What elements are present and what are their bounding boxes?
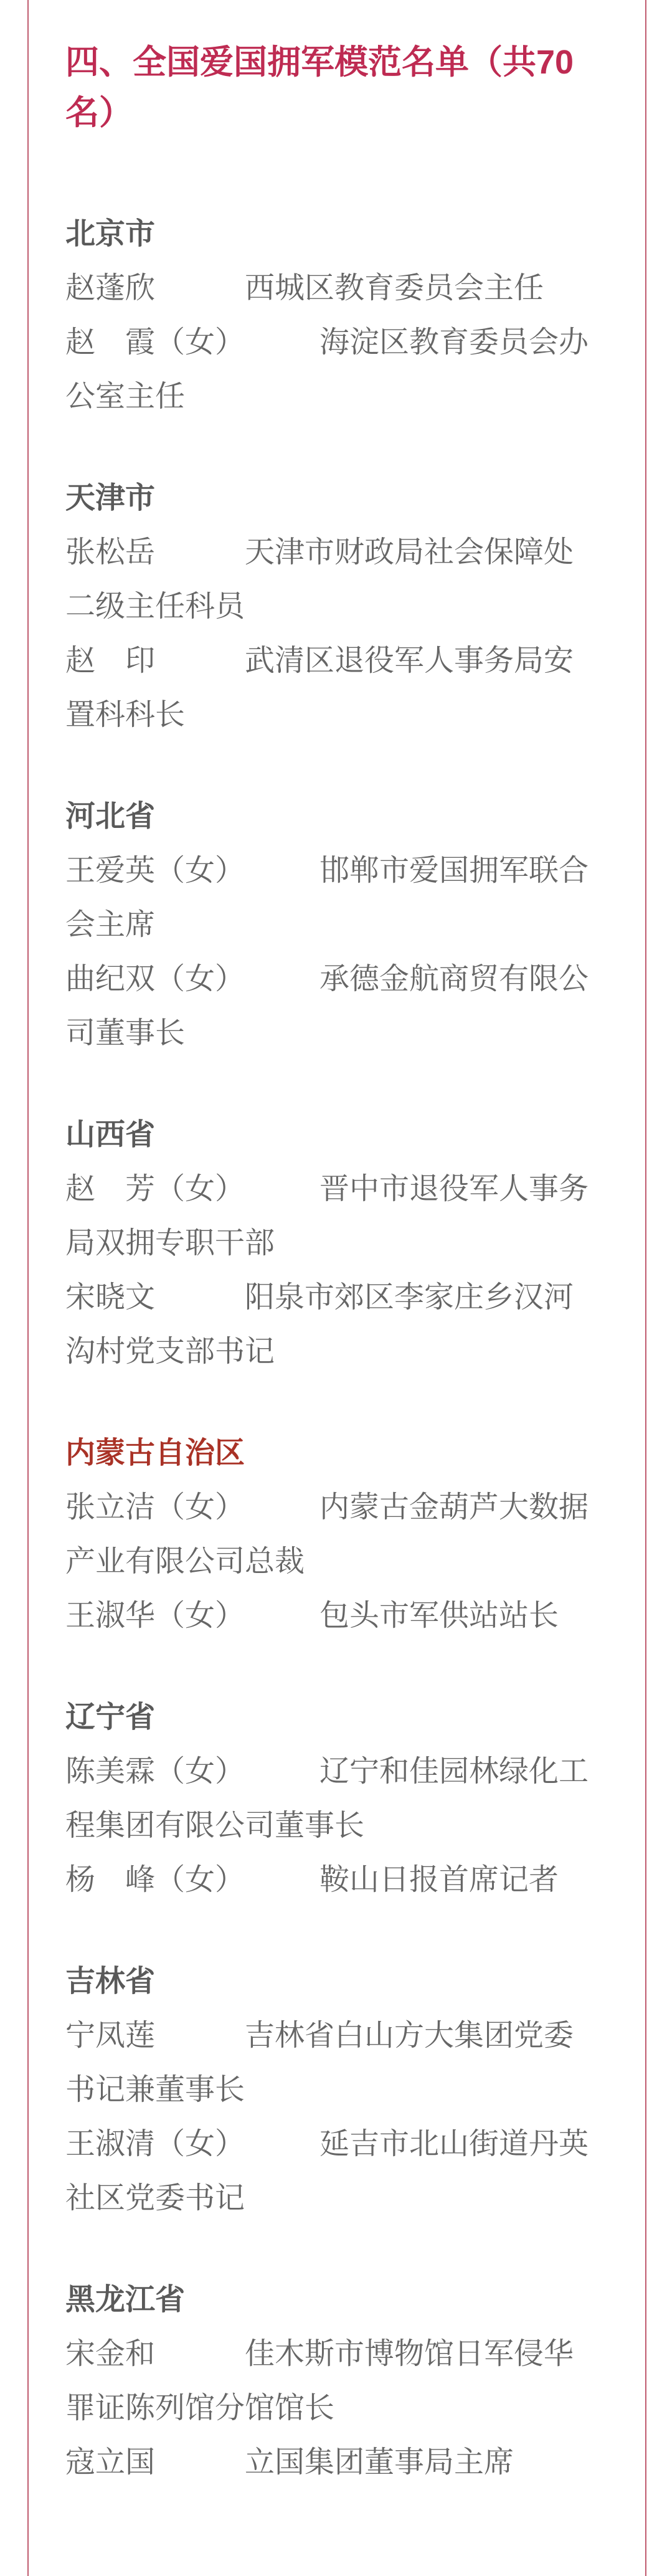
honoree-entry: 宁凤莲 吉林省白山方大集团党委书记兼董事长 [65, 2019, 574, 2106]
region-section-hebei [65, 789, 589, 1060]
honoree-entry: 杨 峰（女） 鞍山日报首席记者 [65, 1863, 559, 1896]
article-body [29, 0, 645, 2564]
honoree-entry: 赵 印 武清区退役军人事务局安置科科长 [65, 644, 574, 731]
region-section-neimenggu [65, 1426, 589, 1643]
region-section-tianjin [65, 471, 589, 742]
region-header-liaoning: 辽宁省 [65, 1701, 156, 1734]
region-section-liaoning [65, 1690, 589, 1907]
quote-border-frame [27, 0, 646, 2576]
honoree-entry: 王爱英（女） 邯郸市爱国拥军联合会主席 [65, 854, 589, 941]
region-header-tianjin: 天津市 [65, 482, 156, 515]
honoree-entry: 王淑华（女） 包头市军供站站长 [65, 1599, 559, 1632]
honoree-entry: 宋金和 佳木斯市博物馆日军侵华罪证陈列馆分馆馆长 [65, 2337, 574, 2425]
region-section-heilongjiang [65, 2273, 589, 2489]
region-header-heilongjiang: 黑龙江省 [65, 2283, 186, 2316]
honoree-entry: 陈美霖（女） 辽宁和佳园林绿化工程集团有限公司董事长 [65, 1755, 589, 1842]
region-header-hebei: 河北省 [65, 800, 156, 833]
region-header-jilin: 吉林省 [65, 1965, 156, 1998]
region-header-beijing: 北京市 [65, 217, 156, 250]
honoree-entry: 王淑清（女） 延吉市北山街道丹英社区党委书记 [65, 2127, 589, 2215]
honoree-entry: 赵蓬欣 西城区教育委员会主任 [65, 272, 544, 305]
honoree-entry: 寇立国 立国集团董事局主席 [65, 2446, 514, 2479]
page-title: 四、全国爱国拥军模范名单（共70名） [65, 44, 574, 131]
honoree-entry: 曲纪双（女） 承德金航商贸有限公司董事长 [65, 962, 589, 1050]
region-header-shanxi: 山西省 [65, 1118, 156, 1151]
region-section-beijing [65, 207, 589, 424]
region-section-shanxi [65, 1108, 589, 1379]
region-section-jilin [65, 1954, 589, 2225]
honoree-entry: 赵 芳（女） 晋中市退役军人事务局双拥专职干部 [65, 1172, 589, 1260]
region-header-neimenggu: 内蒙古自治区 [65, 1437, 245, 1470]
honoree-entry: 张松岳 天津市财政局社会保障处二级主任科员 [65, 536, 574, 623]
honoree-entry: 宋晓文 阳泉市郊区李家庄乡汉河沟村党支部书记 [65, 1281, 574, 1368]
honoree-entry: 张立洁（女） 内蒙古金葫芦大数据产业有限公司总裁 [65, 1491, 589, 1578]
honoree-entry: 赵 霞（女） 海淀区教育委员会办公室主任 [65, 326, 589, 413]
